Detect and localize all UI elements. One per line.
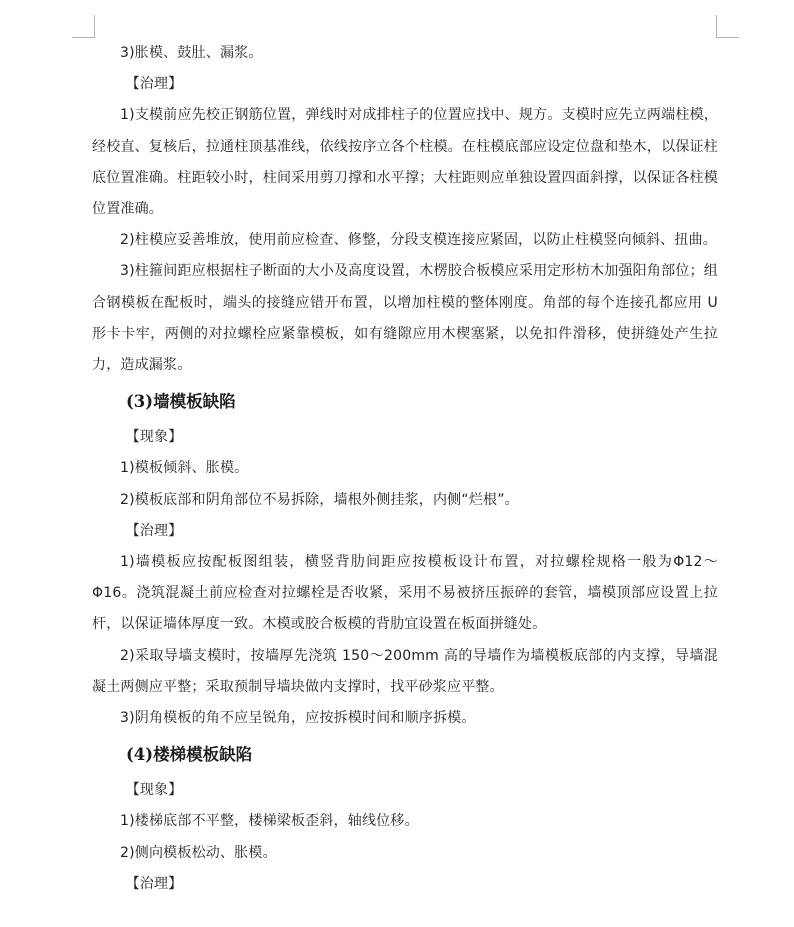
section-tag: 【治理】 xyxy=(125,875,183,892)
paragraph: 1)墙模板应按配板图组装，横竖背肋间距应按模板设计布置，对拉螺栓规格一般为Φ12～Φ16。浇筑混凝土前应检查对拉螺栓是否收紧，采用不易被挤压振碎的套管，墙模顶部应设置上拉杆，以保证墙体厚度一致。木模或胶合板模的背肋宜设置在板面拼缝处。 xyxy=(92,554,718,633)
paragraph: 3)胀模、鼓肚、漏浆。 xyxy=(120,45,263,61)
page-corner-mark-top-left xyxy=(72,15,95,38)
section-tag: 【现象】 xyxy=(125,429,183,446)
section-heading: (4)楼梯模板缺陷 xyxy=(126,745,253,765)
paragraph: 3)阴角模板的角不应呈锐角，应按拆模时间和顺序拆模。 xyxy=(120,710,476,727)
section-tag: 【现象】 xyxy=(125,782,183,799)
section-heading: (3)墙模板缺陷 xyxy=(126,392,236,412)
paragraph: 1)楼梯底部不平整，楼梯梁板歪斜，轴线位移。 xyxy=(120,813,419,830)
section-tag: 【治理】 xyxy=(125,522,183,539)
paragraph: 2)柱模应妥善堆放，使用前应检查、修整，分段支模连接应紧固，以防止柱模竖向倾斜、扭曲。 xyxy=(120,232,717,249)
document-page xyxy=(92,38,718,900)
paragraph: 1)支模前应先校正钢筋位置，弹线时对成排柱子的位置应找中、规方。支模时应先立两端柱模，经校直、复核后，拉通柱顶基准线，依线按序立各个柱模。在柱模底部应设定位盘和垫木，以保证柱底位置准确。柱距较小时，柱间采用剪刀撑和水平撑；大柱距则应单独设置四面斜撑，以保证各柱模位置准确。 xyxy=(92,107,718,218)
paragraph: 2)采取导墙支模时，按墙厚先浇筑 150～200mm 高的导墙作为墙模板底部的内支撑，导墙混凝土两侧应平整；采取预制导墙块做内支撑时，找平砂浆应平整。 xyxy=(92,647,718,695)
page-corner-mark-top-right xyxy=(716,15,739,38)
paragraph: 3)柱箍间距应根据柱子断面的大小及高度设置，木楞胶合板模应采用定形枋木加强阳角部位；组合钢模板在配板时，端头的接缝应错开布置，以增加柱模的整体刚度。角部的每个连接孔都应用 U 形卡卡牢，两侧的对拉螺栓应紧靠模板，如有缝隙应用木楔塞紧，以免扣件滑移，使拼缝处产生拉力，造成漏浆。 xyxy=(92,263,718,374)
section-tag: 【治理】 xyxy=(125,76,183,93)
paragraph: 2)模板底部和阴角部位不易拆除，墙根外侧挂浆，内侧“烂根”。 xyxy=(120,491,519,508)
paragraph: 2)侧向模板松动、胀模。 xyxy=(120,844,277,861)
paragraph: 1)模板倾斜、胀模。 xyxy=(120,460,249,477)
